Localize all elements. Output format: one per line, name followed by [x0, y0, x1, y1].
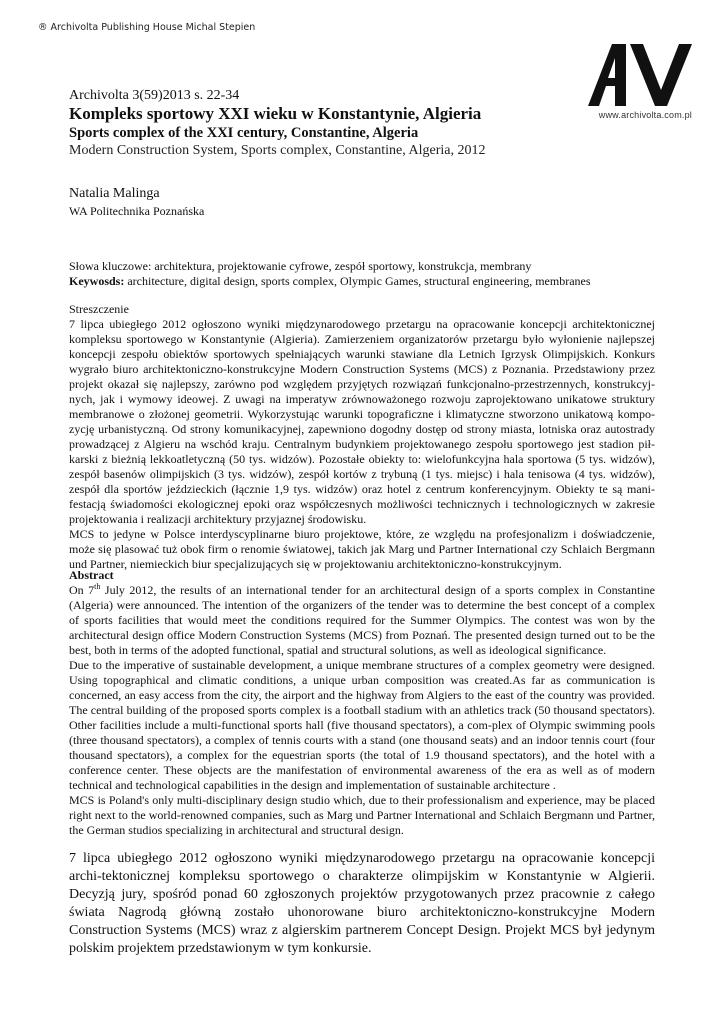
title-polish: Kompleks sportowy XXI wieku w Konstantynie, Algieria — [69, 104, 482, 123]
streszczenie-paragraph-2: MCS to jedyne w Polsce interdyscyplinarne biuro projektowe, które, ze względu na profesjonalizm i doświadczenie, może się plasować tuż obok firm o renomie światowej, takich jak Marg und Partner International czy Schlaich Bergmann und Partner, niemieckich biur specjalizujących się w projektowaniu architektoniczno-konstrukcyjnym. — [69, 527, 655, 571]
archivolta-logo[interactable] — [588, 44, 692, 124]
body-text-section — [69, 850, 655, 958]
abstract-paragraph-2: Due to the imperative of sustainable development, a unique membrane structures of a complex geometry were designed. Using topographical and climatic conditions, a unique urban composition was created.As far as communication is concerned, an easy access from the city, the airport and the highway from Algiers to the east of the country was provided. The central building of the proposed sports complex is a football stadium with an athletics track (50 thousand spectators). Other facilities include a multi-functional sports hall (five thousand spectators), a com-plex of Olympic swimming pools (three thousand spectators), a complex of tennis courts with a stand (one thousand seats) and an indoor tennis court (four thousand spectators), a complex for the equestrian sports (the total of 1.9 thousand spectators), and the hotel with a conference center. These objects are the manifestation of environmental awareness of the era as well as of modern technical and technological capabilities in the design and implementation of sustainable architecture . — [69, 658, 655, 792]
abstract-paragraph-3: MCS is Poland's only multi-disciplinary design studio which, due to their professionalism and experience, may be placed right next to the world-renowned companies, such as Marg und Partner International and Schlaich Bergmann und Partner, the German studios specializing in architectural and structural design. — [69, 793, 655, 837]
keywords-polish: Słowa kluczowe: architektura, projektowanie cyfrowe, zespół sportowy, konstrukcja, membrany — [69, 259, 532, 273]
keywords-english-label: Keywosds: — [69, 274, 125, 288]
abstract-p1-superscript: th — [94, 582, 101, 591]
streszczenie-heading: Streszczenie — [69, 302, 129, 316]
abstract-p1-rest: July 2012, the results of an international tender for an architectural design of a sports complex in Constantine (Algeria) were announced. The intention of the organizers of the tender was to determine the best concept of a complex of sports facilities that would meet the conditions required for the Summer Olympics. The contest was won by the architectural design office Modern Construction Systems (MCS) from Poznań. The presented design turned out to be the best, both in terms of the adopted functional, spatial and structural solutions, as well as ideological significance. — [69, 583, 655, 657]
logo-url: www.archivolta.com.pl — [598, 110, 692, 120]
title-english: Sports complex of the XXI century, Constantine, Algeria — [69, 125, 419, 141]
article-subtitle: Modern Construction System, Sports complex, Constantine, Algeria, 2012 — [69, 143, 486, 158]
abstract-heading: Abstract — [69, 568, 114, 582]
author-affiliation: WA Politechnika Poznańska — [69, 204, 205, 218]
abstract-paragraph-1 — [69, 583, 655, 658]
abstract-section — [69, 568, 655, 838]
streszczenie-paragraph-1: 7 lipca ubiegłego 2012 ogłoszono wyniki międzynarodowego przetargu na opracowanie koncepcji architektonicznej kompleksu sportowego w Konstantynie (Algieria). Zamierzeniem organizatorów przetargu było wyłonienie najlepszej koncepcji zespołu obiektów sportowych spełniających warunki stawiane dla Letnich Igrzysk Olimpijskich. Konkurs wygrało biuro architektoniczno-konstrukcyjne Modern Construction Systems (MCS) z Poznania. Przedstawiony przez projekt okazał się najlepszy, zarówno pod względem przyjętych rozwiązań funkcjonalno-przestrzennych, konstrukcyj-nych, jak i wymowy ideowej. Z uwagi na imperatyw zrównoważonego rozwoju zaprojektowano unikatowe struktury membranowe o złożonej geometrii. Wykorzystując warunki topograficzne i klimatyczne stworzono unikatową kompo-zycję urbanistyczną. Od strony komunikacyjnej, zapewniono dogodny dostęp od strony miasta, lotniska oraz autostrady prowadzącej z Algieru na wschód kraju. Centralnym budynkiem projektowanego zespołu sportowego jest stadion pił-karski z bieżnią lekkoatletyczną (50 tys. widzów). Pozostałe obiekty to: wielofunkcyjna hala sportowa (5 tys. widzów), zespół basenów olimpijskich (3 tys. widzów), zespół kortów z trybuną (1 tys. miejsc) i hala tenisowa (4 tys. widzów), zespół dla sportów jeździeckich (łącznie 1,9 tys. widzów) oraz hotel z centrum konferencyjnym. Obiekty te są mani-festacją świadomości ekologicznej epoki oraz współczesnych możliwości technicznych i technologicznych w zakresie projektowania i realizacji architektury przyjaznej środowisku. — [69, 317, 655, 526]
article-header — [69, 87, 589, 159]
keywords-english-text: architecture, digital design, sports complex, Olympic Games, structural engineering, membranes — [124, 274, 591, 288]
keywords-english — [69, 274, 659, 289]
author-name: Natalia Malinga — [69, 186, 160, 201]
copyright-notice: ® Archivolta Publishing House Michal Stepien — [38, 22, 256, 33]
av-logo-icon — [588, 44, 692, 106]
body-paragraph-1: 7 lipca ubiegłego 2012 ogłoszono wyniki międzynarodowego przetargu na opracowanie koncepcji archi-tektonicznej kompleksu sportowego o charakterze olimpijskim w Konstantynie w Algierii. Decyzją jury, spośród ponad 60 zgłoszonych projektów przygotowanych przez pracownie z całego świata Nagrodą główną zostało uhonorowane biuro architektoniczno-konstrukcyjne Modern Construction Systems (MCS) wraz z algierskim partnerem Concept Design. Projekt MCS był jedynym polskim projektem przedstawionym w tym konkursie. — [69, 851, 655, 956]
journal-reference: Archivolta 3(59)2013 s. 22-34 — [69, 88, 240, 103]
streszczenie-section — [69, 302, 655, 572]
abstract-p1-start: On 7 — [69, 583, 95, 597]
keywords-block — [69, 259, 659, 289]
author-block — [69, 185, 204, 219]
